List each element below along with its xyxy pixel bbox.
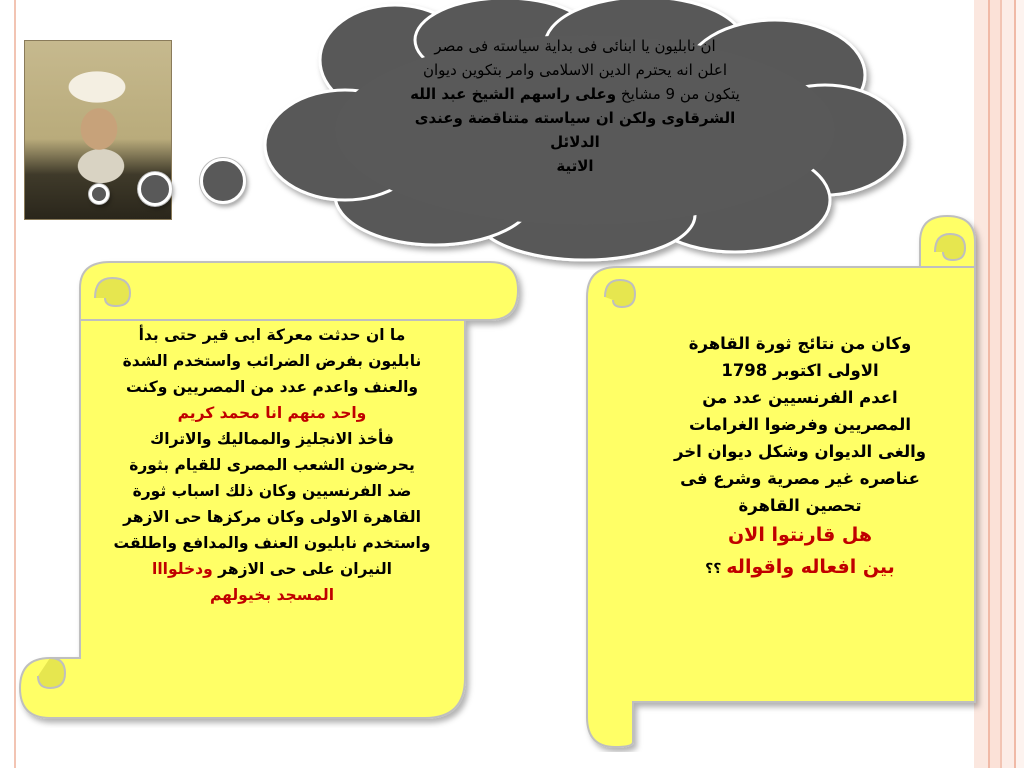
left-scroll-line: واستخدم نابليون العنف والمدافع واطلقت — [113, 534, 431, 552]
cloud-text — [330, 34, 820, 178]
right-scroll-line: اعدم الفرنسيين عدد من — [702, 388, 898, 407]
left-scroll-line: ما ان حدثت معركة ابى قير حتى بدأ — [138, 326, 406, 344]
cloud-line: الدلائل — [550, 133, 600, 151]
cloud-line-part-bold: وعلى راسهم الشيخ عبد الله — [410, 85, 617, 103]
right-scroll-line: الاولى اكتوبر 1798 — [721, 361, 879, 380]
left-scroll-line: نابليون بفرض الضرائب واستخدم الشدة — [122, 352, 422, 370]
thought-dot-small — [89, 184, 109, 204]
left-scroll-line-red: واحد منهم انا محمد كريم — [177, 404, 367, 422]
left-scroll-line: ضد الفرنسيين وكان ذلك اسباب ثورة — [132, 482, 412, 500]
cloud-line: اعلن انه يحترم الدين الاسلامى وامر بتكوين ديوان — [422, 61, 728, 79]
thought-dot-medium — [138, 172, 172, 206]
right-scroll-line: تحصين القاهرة — [738, 496, 862, 515]
right-scroll-line: عناصره غير مصرية وشرع فى — [680, 469, 920, 488]
cloud-line — [330, 82, 820, 106]
right-scroll-line: المصريين وفرضوا الغرامات — [688, 415, 912, 434]
right-scroll-line-part: ؟؟ — [705, 561, 727, 577]
left-scroll-line: يحرضون الشعب المصرى للقيام بثورة — [129, 456, 415, 474]
left-scroll-line: والعنف واعدم عدد من المصريين وكنت — [125, 378, 419, 396]
right-scroll-line — [640, 551, 960, 585]
right-scroll-line: والغى الديوان وشكل ديوان اخر — [673, 442, 927, 461]
right-scroll-line-red: هل قارنتوا الان — [727, 524, 873, 546]
left-scroll-line: القاهرة الاولى وكان مركزها حى الازهر — [123, 508, 421, 526]
left-scroll-line-part-red: ودخلوااا — [152, 560, 213, 578]
left-scroll-line-red: المسجد بخيولهم — [209, 586, 335, 604]
left-scroll-text — [82, 322, 462, 608]
left-scroll-line — [82, 556, 462, 582]
cloud-line: ان نابليون يا ابنائى فى بداية سياسته فى مصر — [434, 37, 716, 55]
cloud-line: الشرقاوى ولكن ان سياسته متناقضة وعندى — [414, 109, 736, 127]
right-scroll-line: وكان من نتائج ثورة القاهرة — [688, 334, 912, 353]
right-scroll-line-part-red: بين افعاله واقواله — [726, 556, 895, 578]
cloud-line: الاتية — [556, 157, 594, 175]
left-scroll-line-part: النيران على حى الازهر — [212, 560, 392, 578]
thought-dot-large — [200, 158, 246, 204]
cloud-line-part: يتكون من 9 مشايخ — [616, 85, 740, 103]
left-scroll-line: فأخذ الانجليز والمماليك والاتراك — [150, 430, 394, 448]
right-scroll-text — [640, 330, 960, 585]
